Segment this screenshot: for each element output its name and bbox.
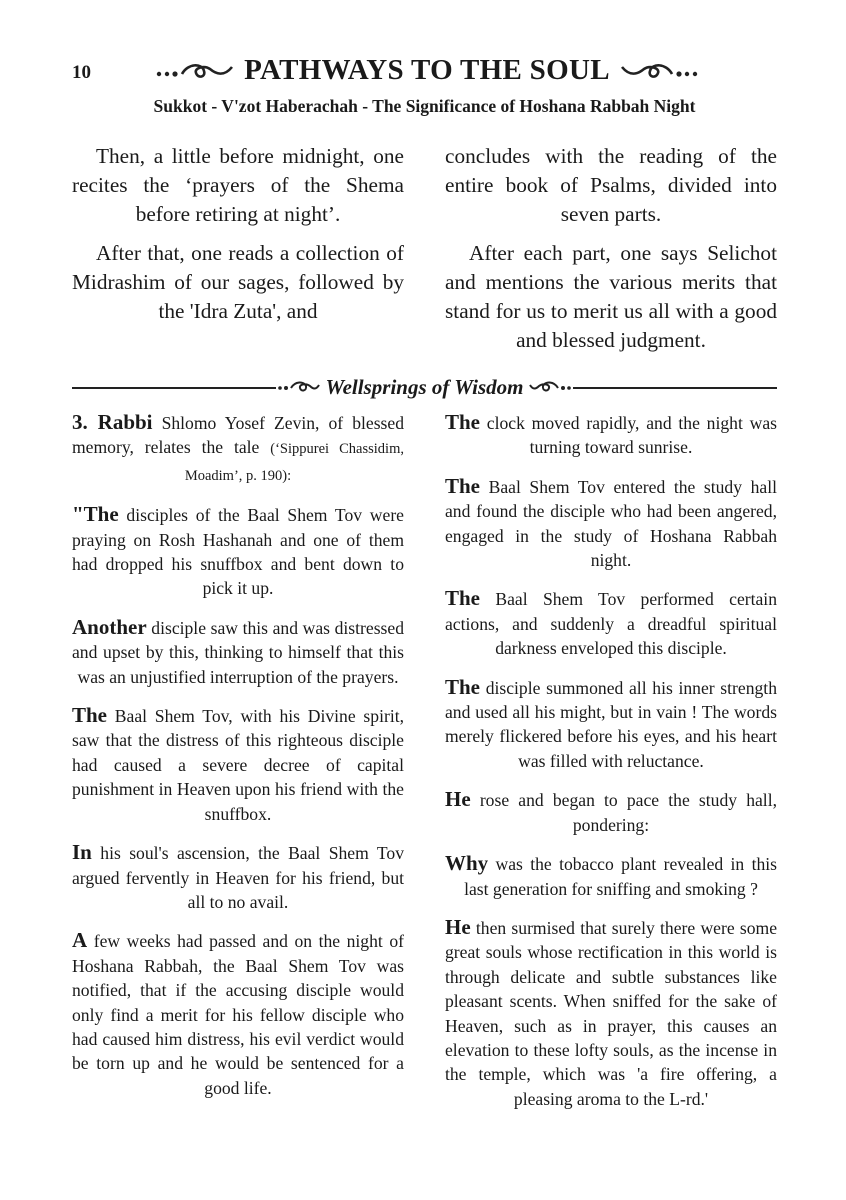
lead-word: The bbox=[445, 674, 481, 699]
lead-word: The bbox=[445, 473, 481, 498]
paragraph-text: was the tobacco plant revealed in this last generation for sniffing and smoking ? bbox=[464, 854, 777, 899]
lead-word: He bbox=[445, 787, 471, 812]
section-label: Wellsprings of Wisdom bbox=[320, 375, 530, 400]
top-left-column bbox=[72, 142, 404, 336]
lead-word: "The bbox=[72, 502, 119, 527]
paragraph-text: disciple summoned all his inner strength and used all his might, but in vain ! The words merely flickered before his eyes, and his heart was filled with reluctance. bbox=[445, 677, 777, 771]
lead-word: The bbox=[445, 410, 481, 434]
lead-word: A bbox=[72, 928, 88, 953]
story-right-column bbox=[445, 410, 777, 1125]
paragraph-text: clock moved rapidly, and the night was turning toward sunrise. bbox=[480, 413, 777, 458]
paragraph-text: Shlomo Yosef Zevin, of blessed memory, relates the tale bbox=[72, 413, 404, 458]
paragraph: After each part, one says Selichot and mentions the various merits that stand for us to merit us all with a good and blessed judgment. bbox=[445, 241, 777, 352]
lead-word: The bbox=[72, 703, 108, 728]
story-paragraph bbox=[72, 410, 404, 488]
paragraph-text: disciples of the Baal Shem Tov were praying on Rosh Hashanah and one of them had dropped his snuffbox and bent down to pick it up. bbox=[72, 505, 404, 599]
story-paragraph bbox=[72, 615, 404, 689]
story-paragraph bbox=[72, 502, 404, 601]
left-flourish-icon bbox=[276, 378, 320, 396]
lead-word: The bbox=[445, 586, 481, 611]
page-number: 10 bbox=[72, 62, 91, 83]
story-paragraph bbox=[445, 787, 777, 837]
header-title: PATHWAYS TO THE SOUL bbox=[244, 53, 610, 86]
paragraph-text: disciple saw this and was distressed and upset by this, thinking to himself that this was an unjustified interruption of the prayers. bbox=[72, 617, 404, 687]
story-paragraph bbox=[72, 703, 404, 826]
story-paragraph bbox=[445, 410, 777, 460]
story-paragraph bbox=[72, 840, 404, 914]
paragraph: After that, one reads a collection of Midrashim of our sages, followed by the 'Idra Zuta', and bbox=[72, 241, 404, 323]
lead-word: In bbox=[72, 840, 92, 865]
story-paragraph bbox=[445, 474, 777, 573]
paragraph-text: then surmised that surely there were some great souls whose rectification in this world is through delicate and subtle substances like pleasant scents. When sniffed for the sake of Heaven, such as in prayer, this causes an elevation to these lofty souls, as the incense in the temple, which was 'a fire offering, a pleasing aroma to the L-rd.' bbox=[445, 917, 777, 1109]
paragraph-text: few weeks had passed and on the night of Hoshana Rabbah, the Baal Shem Tov was notified, that if the accusing disciple would only find a merit for his fellow disciple who had caused him distress, his evil verdict would be torn up and he would be sentenced for a good life. bbox=[72, 931, 404, 1098]
paragraph-text: Baal Shem Tov entered the study hall and found the disciple who had been angered, engaged in the study of Hoshana Rabbah night. bbox=[445, 476, 777, 571]
section-divider bbox=[72, 374, 777, 400]
story-left-column bbox=[72, 410, 404, 1114]
paragraph: concludes with the reading of the entire book of Psalms, divided into seven parts. bbox=[445, 144, 777, 226]
paragraph-text: rose and began to pace the study hall, pondering: bbox=[470, 790, 777, 835]
page-subtitle: Sukkot - V'zot Haberachah - The Significance of Hoshana Rabbah Night bbox=[153, 96, 696, 116]
paragraph: Then, a little before midnight, one recites the ‘prayers of the Shema before retiring at night’. bbox=[72, 144, 404, 226]
paragraph-text: Baal Shem Tov performed certain actions, and suddenly a dreadful spiritual darkness enveloped this disciple. bbox=[445, 589, 777, 659]
lead-word: 3. Rabbi bbox=[72, 410, 153, 434]
left-ornament-icon bbox=[154, 59, 236, 81]
lead-word: Why bbox=[445, 851, 489, 876]
lead-word: Another bbox=[72, 614, 147, 639]
story-paragraph bbox=[72, 928, 404, 1100]
story-paragraph bbox=[445, 851, 777, 901]
running-header bbox=[132, 50, 722, 90]
story-paragraph bbox=[445, 586, 777, 660]
story-paragraph bbox=[445, 675, 777, 774]
right-ornament-icon bbox=[618, 59, 700, 81]
citation: (‘Sippurei Chassidim, Moadim’, p. 190): bbox=[184, 441, 404, 484]
top-right-column bbox=[445, 142, 777, 365]
story-paragraph bbox=[445, 915, 777, 1111]
right-flourish-icon bbox=[529, 378, 573, 396]
lead-word: He bbox=[445, 914, 471, 939]
paragraph-text: Baal Shem Tov, with his Divine spirit, saw that the distress of this righteous disciple had caused a severe decree of capital punishment in Heaven upon his friend with the snuffbox. bbox=[72, 706, 404, 824]
paragraph-text: his soul's ascension, the Baal Shem Tov argued fervently in Heaven for his friend, but all to no avail. bbox=[72, 843, 404, 912]
